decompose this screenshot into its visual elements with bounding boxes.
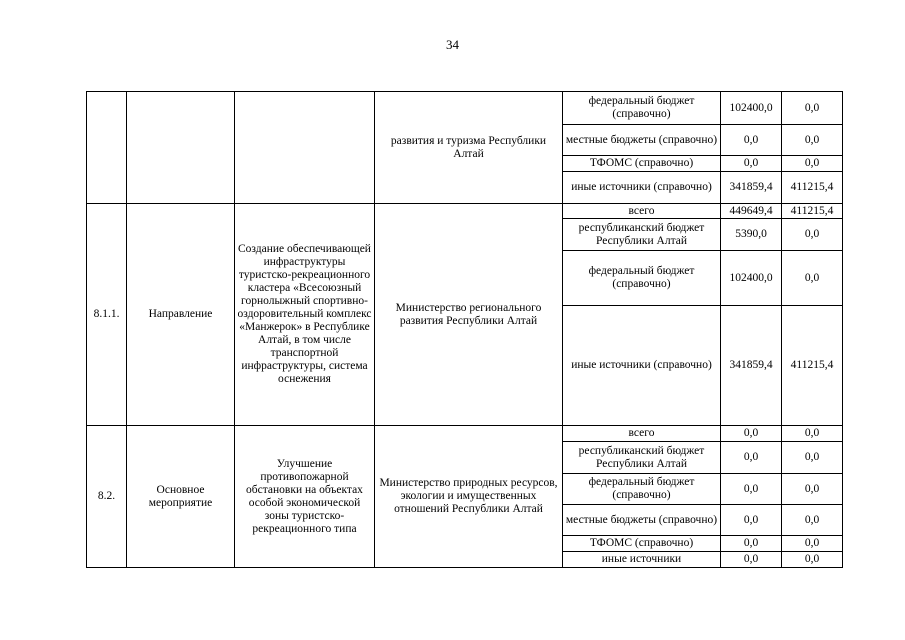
- value-cell: 0,0: [782, 219, 843, 251]
- name-cell: [235, 92, 375, 204]
- source-cell: всего: [563, 426, 721, 442]
- source-cell: ТФОМС (справочно): [563, 536, 721, 552]
- responsible-cell: Министерство регионального развития Республики Алтай: [375, 204, 563, 426]
- value-cell: 0,0: [782, 442, 843, 474]
- table-row: [87, 204, 843, 219]
- value-cell: 102400,0: [721, 92, 782, 125]
- source-cell: ТФОМС (справочно): [563, 156, 721, 172]
- type-cell: Направление: [127, 204, 235, 426]
- value-cell: 341859,4: [721, 306, 782, 426]
- source-cell: республиканский бюджет Республики Алтай: [563, 442, 721, 474]
- value-cell: 0,0: [721, 474, 782, 505]
- value-cell: 0,0: [721, 156, 782, 172]
- code-cell: 8.1.1.: [87, 204, 127, 426]
- type-cell: Основное мероприятие: [127, 426, 235, 568]
- value-cell: 0,0: [782, 505, 843, 536]
- value-cell: 0,0: [782, 426, 843, 442]
- source-cell: федеральный бюджет (справочно): [563, 251, 721, 306]
- source-cell: иные источники (справочно): [563, 172, 721, 204]
- value-cell: 0,0: [721, 536, 782, 552]
- value-cell: 411215,4: [782, 204, 843, 219]
- source-cell: республиканский бюджет Республики Алтай: [563, 219, 721, 251]
- value-cell: 0,0: [782, 251, 843, 306]
- name-cell: Улучшение противопожарной обстановки на объектах особой экономической зоны туристско-рекреационного типа: [235, 426, 375, 568]
- value-cell: 449649,4: [721, 204, 782, 219]
- value-cell: 341859,4: [721, 172, 782, 204]
- value-cell: 5390,0: [721, 219, 782, 251]
- page-number: 34: [446, 37, 459, 52]
- type-cell: [127, 92, 235, 204]
- value-cell: 0,0: [782, 552, 843, 568]
- source-cell: иные источники (справочно): [563, 306, 721, 426]
- source-cell: федеральный бюджет (справочно): [563, 474, 721, 505]
- table-row: [87, 426, 843, 442]
- value-cell: 0,0: [782, 474, 843, 505]
- source-cell: местные бюджеты (справочно): [563, 125, 721, 156]
- code-cell: [87, 92, 127, 204]
- value-cell: 411215,4: [782, 306, 843, 426]
- value-cell: 0,0: [782, 125, 843, 156]
- value-cell: 0,0: [782, 536, 843, 552]
- responsible-cell: Министерство природных ресурсов, экологии и имущественных отношений Республики Алтай: [375, 426, 563, 568]
- value-cell: 0,0: [721, 426, 782, 442]
- source-cell: местные бюджеты (справочно): [563, 505, 721, 536]
- value-cell: 0,0: [782, 92, 843, 125]
- value-cell: 0,0: [721, 552, 782, 568]
- value-cell: 411215,4: [782, 172, 843, 204]
- value-cell: 102400,0: [721, 251, 782, 306]
- value-cell: 0,0: [721, 505, 782, 536]
- budget-table: [86, 91, 843, 568]
- name-cell: Создание обеспечивающей инфраструктуры туристско-рекреационного кластера «Всесоюзный горнолыжный спортивно-оздоровительный комплекс «Манжерок» в Республике Алтай, в том числе транспортной инфраструктуры, система оснежения: [235, 204, 375, 426]
- value-cell: 0,0: [721, 125, 782, 156]
- source-cell: всего: [563, 204, 721, 219]
- source-cell: иные источники: [563, 552, 721, 568]
- source-cell: федеральный бюджет (справочно): [563, 92, 721, 125]
- responsible-cell: развития и туризма Республики Алтай: [375, 92, 563, 204]
- code-cell: 8.2.: [87, 426, 127, 568]
- value-cell: 0,0: [721, 442, 782, 474]
- table-row: [87, 92, 843, 125]
- value-cell: 0,0: [782, 156, 843, 172]
